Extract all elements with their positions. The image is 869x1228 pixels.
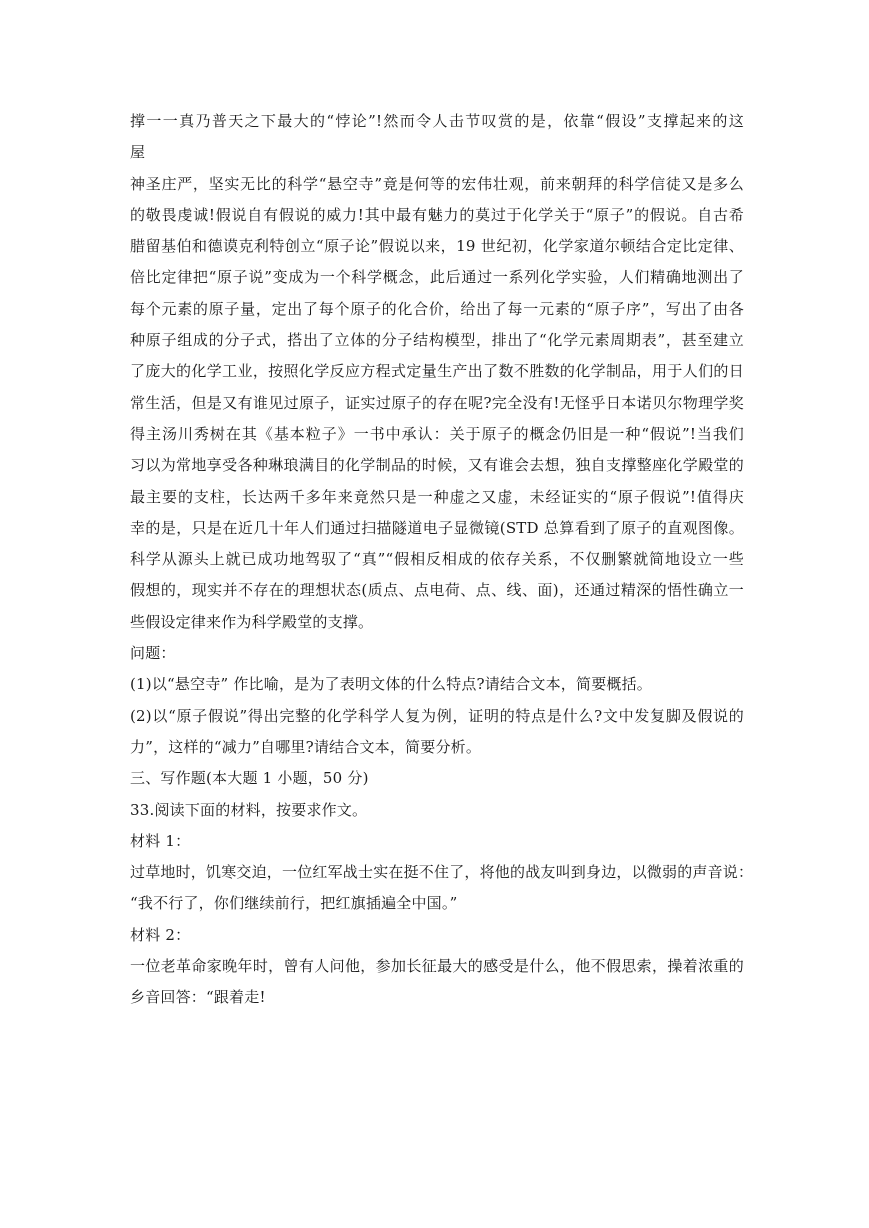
text-line: 一位老革命家晚年时，曾有人问他，参加长征最大的感受是什么，他不假思索，操着浓重的 — [130, 957, 744, 976]
document-body — [130, 106, 754, 1014]
text-line: 33.阅读下面的材料，按要求作文。 — [130, 800, 368, 819]
text-line: 的敬畏虔诚!假说自有假说的威力!其中最有魅力的莫过于化学关于“原子”的假说。自古希 — [130, 205, 744, 224]
text-line: 种原子组成的分子式，搭出了立体的分子结构模型，排出了“化学元素周期表”，甚至建立 — [130, 331, 744, 350]
text-line: 了庞大的化学工业，按照化学反应方程式定量生产出了数不胜数的化学制品，用于人们的日 — [130, 362, 744, 381]
text-line: 最主要的支柱，长达两千多年来竟然只是一种虚之又虚，未经证实的“原子假说”!值得庆 — [130, 487, 744, 506]
text-line: “我不行了，你们继续前行，把红旗插遍全中国。” — [130, 894, 458, 913]
text-line: 每个元素的原子量，定出了每个原子的化合价，给出了每一元素的“原子序”，写出了由各 — [130, 299, 744, 318]
text-line: 幸的是，只是在近几十年人们通过扫描隧道电子显微镜(STD 总算看到了原子的直观图像。 — [130, 518, 744, 537]
text-line: 腊留基伯和德谟克利特创立“原子论”假说以来，19 世纪初，化学家道尔顿结合定比定律、 — [130, 237, 744, 256]
text-line: 屋 — [130, 143, 146, 162]
text-line: 些假设定律来作为科学殿堂的支撑。 — [130, 612, 374, 631]
text-line: 科学从源头上就已成功地驾驭了“真”“假相反相成的依存关系，不仅删繁就简地设立一些 — [130, 550, 744, 569]
text-line: 假想的，现实并不存在的理想状态(质点、点电荷、点、线、面)，还通过精深的悟性确立一 — [130, 581, 744, 600]
text-line: 乡音回答：“跟着走! — [130, 988, 266, 1007]
text-line: 问题： — [130, 644, 176, 663]
text-line: 材料 1： — [130, 831, 191, 850]
text-line: 力”，这样的“减力”自哪里?请结合文本，简要分析。 — [130, 737, 482, 756]
text-line: 常生活，但是又有谁见过原子，证实过原子的存在呢?完全没有!无怪乎日本诺贝尔物理学奖 — [130, 393, 744, 412]
text-line: (1)以“悬空寺” 作比喻，是为了表明文体的什么特点?请结合文本，简要概括。 — [130, 675, 652, 694]
text-line: 过草地时，饥寒交迫，一位红军战士实在挺不住了，将他的战友叫到身边，以微弱的声音说： — [130, 863, 754, 882]
text-line: 撑一一真乃普天之下最大的“悖论”!然而令人击节叹赏的是，依靠“假设”支撑起来的这 — [130, 112, 744, 130]
text-line: 倍比定律把“原子说”变成为一个科学概念，此后通过一系列化学实验，人们精确地测出了 — [130, 268, 744, 287]
text-line: (2)以“原子假说”得出完整的化学科学人复为例，证明的特点是什么?文中发复脚及假说的 — [130, 706, 744, 725]
text-line: 神圣庄严，坚实无比的科学“悬空寺”竟是何等的宏伟壮观，前来朝拜的科学信徒又是多么 — [130, 174, 744, 193]
text-line: 习以为常地享受各种琳琅满目的化学制品的时候，又有谁会去想，独自支撑整座化学殿堂的 — [130, 456, 744, 475]
text-line: 三、写作题(本大题 1 小题，50 分) — [130, 769, 369, 788]
text-line: 材料 2： — [130, 925, 191, 944]
text-line: 得主汤川秀树在其《基本粒子》一书中承认：关于原子的概念仍旧是一种“假说”!当我们 — [130, 424, 744, 443]
